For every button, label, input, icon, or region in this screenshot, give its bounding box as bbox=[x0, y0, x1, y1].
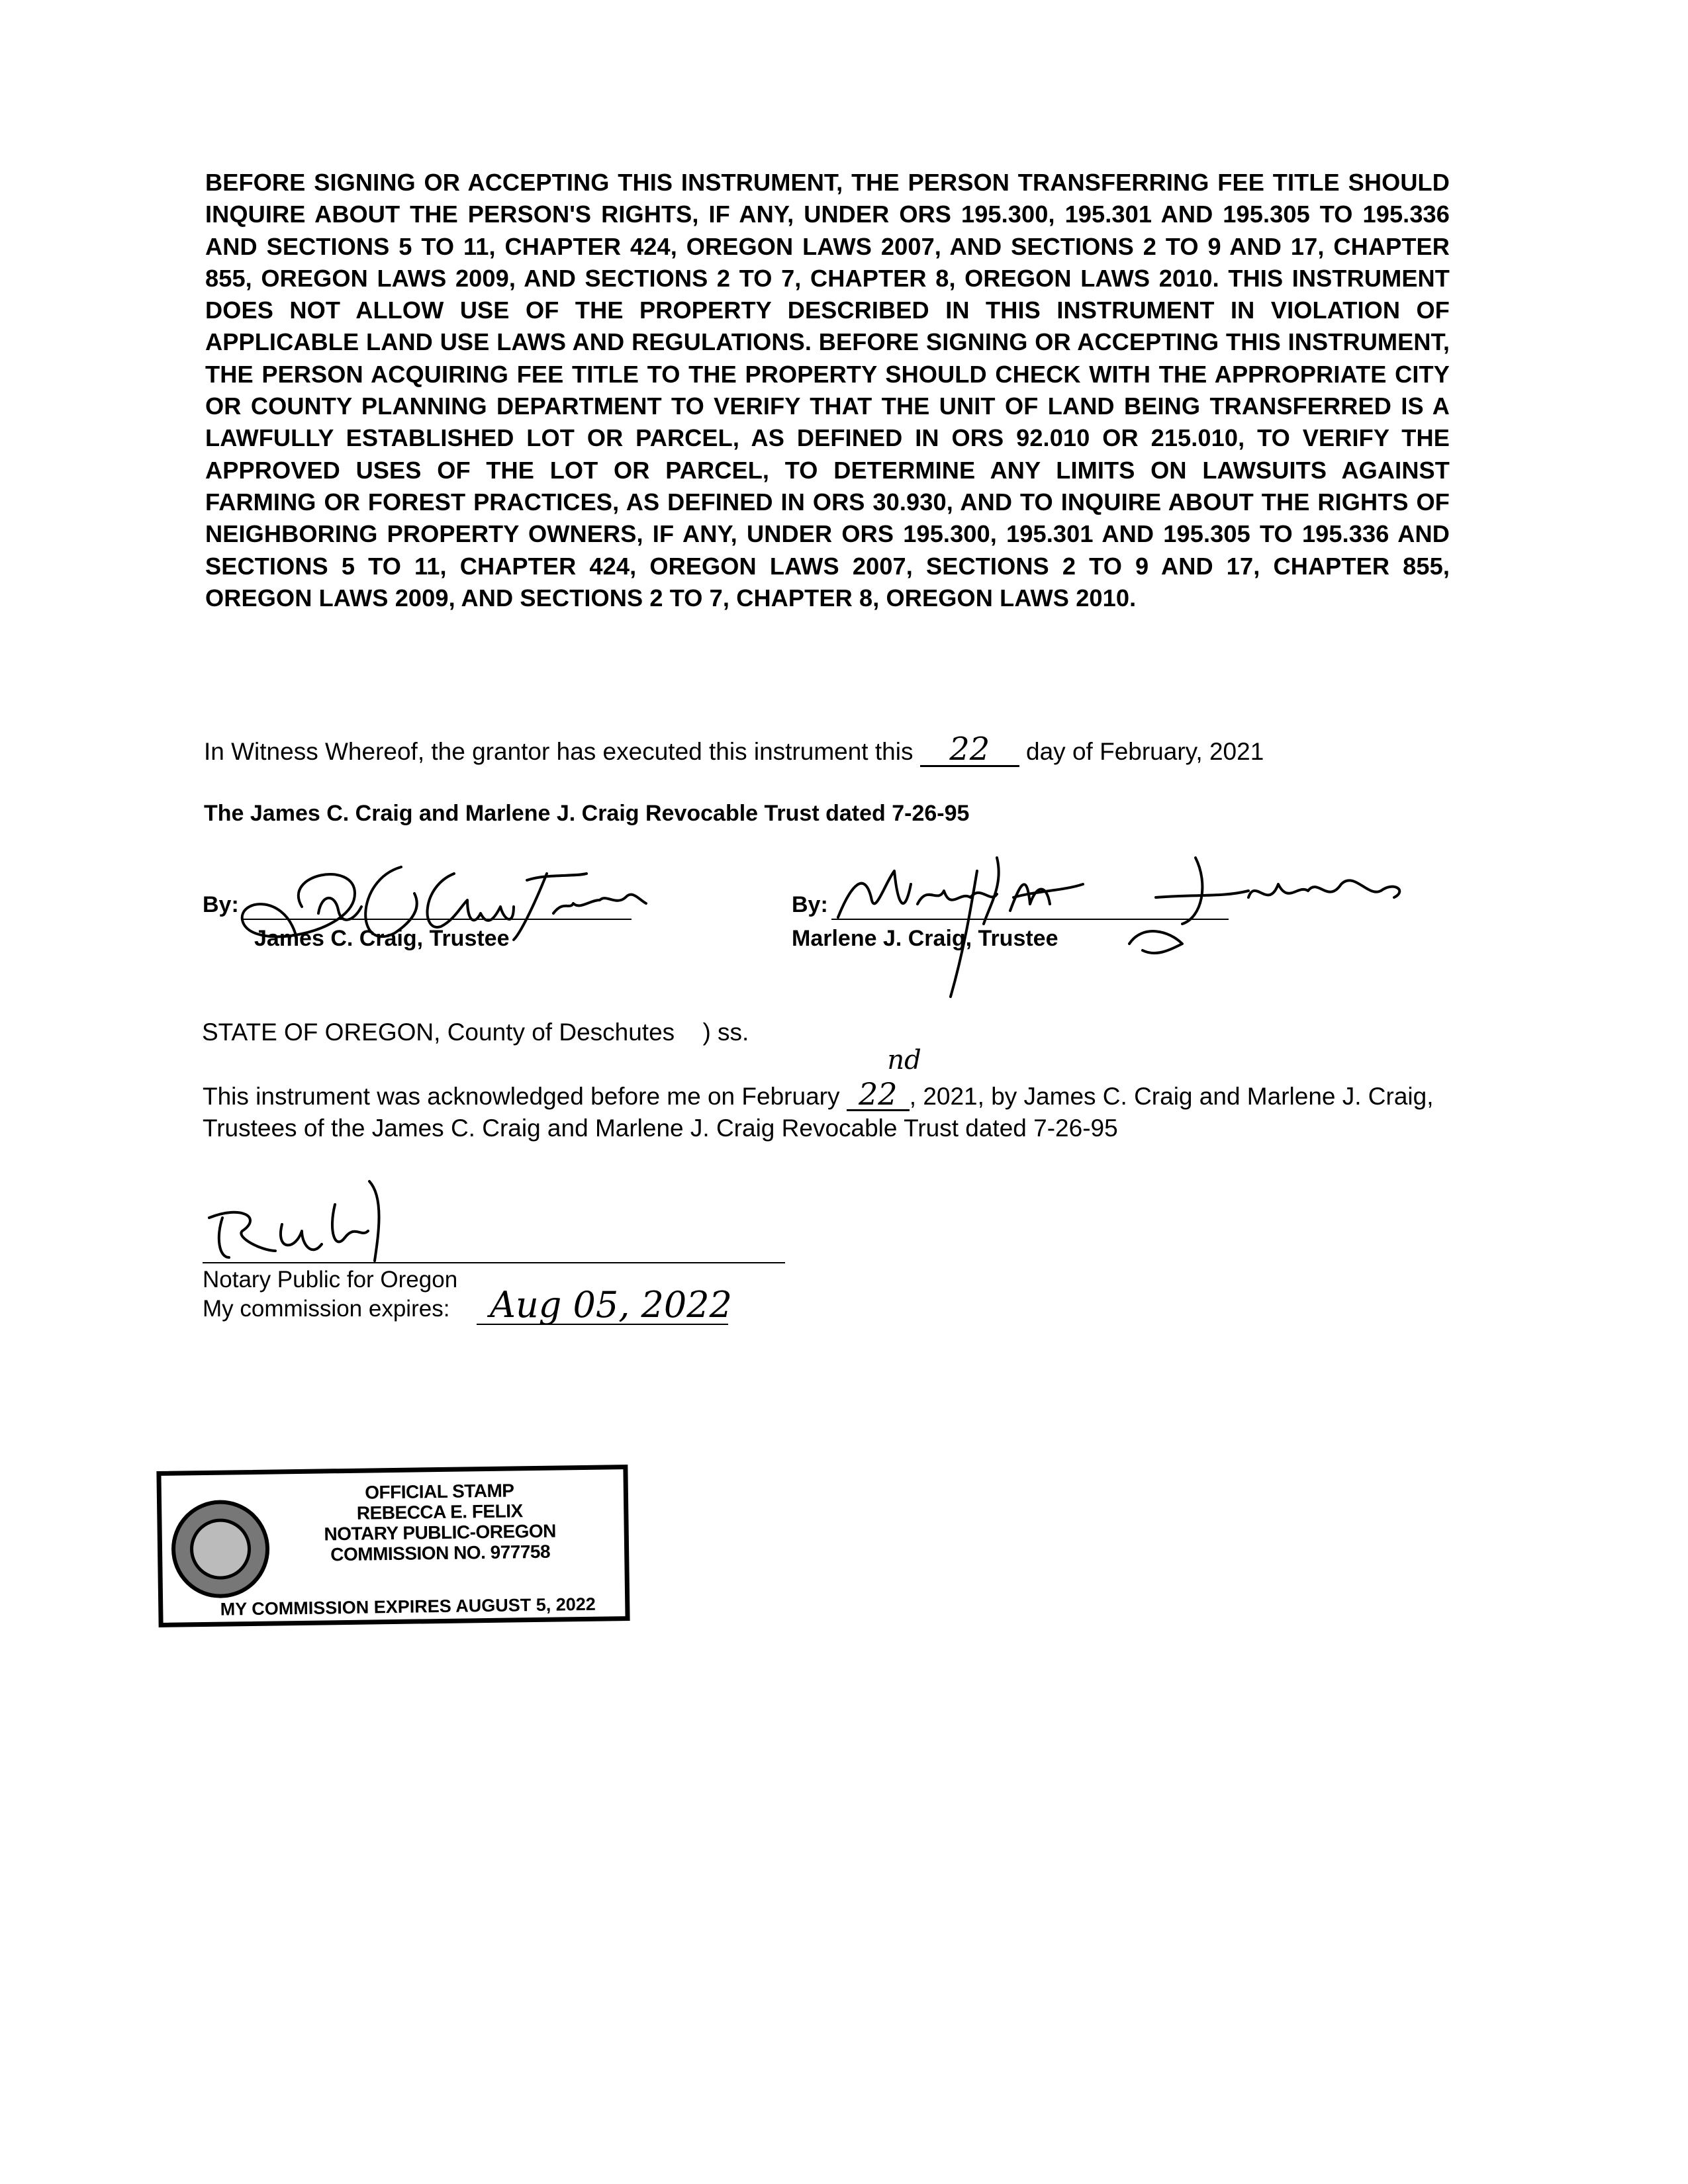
trust-name: The James C. Craig and Marlene J. Craig Revocable Trust dated 7-26-95 bbox=[204, 801, 970, 826]
state-county: STATE OF OREGON, County of Deschutes bbox=[202, 1019, 675, 1046]
signer-name: James C. Craig, Trustee bbox=[254, 926, 510, 951]
stamp-line-3: NOTARY PUBLIC-OREGON bbox=[324, 1520, 557, 1545]
by-label: By: bbox=[203, 892, 239, 917]
stamp-line-4: COMMISSION NO. 977758 bbox=[330, 1541, 551, 1565]
stamp-line-1: OFFICIAL STAMP bbox=[364, 1480, 514, 1503]
stamp-text bbox=[267, 1479, 613, 1565]
handwritten-signature-james bbox=[203, 854, 679, 960]
ack-day-field bbox=[847, 1045, 921, 1112]
ss-mark: ) ss. bbox=[702, 1019, 749, 1046]
acknowledgment-paragraph bbox=[203, 1045, 1447, 1144]
witness-prefix: In Witness Whereof, the grantor has executed this instrument this bbox=[204, 738, 914, 765]
notary-handwritten-signature bbox=[203, 1178, 401, 1264]
stamp-expiration: MY COMMISSION EXPIRES AUGUST 5, 2022 bbox=[220, 1594, 596, 1619]
witness-suffix: day of February, 2021 bbox=[1026, 738, 1264, 765]
notary-title: Notary Public for Oregon bbox=[203, 1267, 458, 1293]
handwritten-signature-marlene bbox=[785, 844, 1421, 1010]
signature-block-marlene bbox=[785, 844, 1421, 1010]
land-use-disclaimer: BEFORE SIGNING OR ACCEPTING THIS INSTRUMENT, THE PERSON TRANSFERRING FEE TITLE SHOULD INQUIRE ABOUT THE PERSON'S RIGHTS, IF ANY, UNDER ORS 195.300, 195.301 AND 195.305 TO 195.336 AND SECTIONS 5 TO 11, CHAPTER 424, OREGON LAWS 2007, AND SECTIONS 2 TO 9 AND 17, CHAPTER 855, OREGON LAWS 2009, AND SECTIONS 2 TO 7, CHAPTER 8, OREGON LAWS 2010. THIS INSTRUMENT DOES NOT ALLOW USE OF THE PROPERTY DESCRIBED IN THIS INSTRUMENT IN VIOLATION OF APPLICABLE LAND USE LAWS AND REGULATIONS. BEFORE SIGNING OR ACCEPTING THIS INSTRUMENT, THE PERSON ACQUIRING FEE TITLE TO THE PROPERTY SHOULD CHECK WITH THE APPROPRIATE CITY OR COUNTY PLANNING DEPARTMENT TO VERIFY THAT THE UNIT OF LAND BEING TRANSFERRED IS A LAWFULLY ESTABLISHED LOT OR PARCEL, AS DEFINED IN ORS 92.010 OR 215.010, TO VERIFY THE APPROVED USES OF THE LOT OR PARCEL, TO DETERMINE ANY LIMITS ON LAWSUITS AGAINST FARMING OR FOREST PRACTICES, AS DEFINED IN ORS 30.930, AND TO INQUIRE ABOUT THE RIGHTS OF NEIGHBORING PROPERTY OWNERS, IF ANY, UNDER ORS 195.300, 195.301 AND 195.305 TO 195.336 AND SECTIONS 5 TO 11, CHAPTER 424, OREGON LAWS 2007, SECTIONS 2 TO 9 AND 17, CHAPTER 855, OREGON LAWS 2009, AND SECTIONS 2 TO 7, CHAPTER 8, OREGON LAWS 2010. bbox=[205, 169, 1450, 612]
witness-clause bbox=[204, 733, 1395, 768]
signature-block-james bbox=[203, 854, 679, 960]
by-label: By: bbox=[792, 892, 828, 917]
venue-line bbox=[202, 1017, 749, 1048]
official-notary-stamp bbox=[156, 1465, 630, 1627]
commission-label: My commission expires: bbox=[203, 1296, 450, 1322]
ack-day-suffix: nd bbox=[887, 1045, 921, 1075]
ack-day: 22 bbox=[858, 1076, 898, 1112]
witness-day-field bbox=[920, 733, 1019, 767]
commission-date-field bbox=[477, 1284, 732, 1326]
commission-date: Aug 05, 2022 bbox=[490, 1284, 732, 1326]
signer-name: Marlene J. Craig, Trustee bbox=[792, 926, 1058, 951]
notary-block bbox=[199, 1178, 808, 1396]
ack-rest: , 2021, by James C. Craig and Marlene J. Craig, Trustees of the James C. Craig and Marlene J. Craig Revocable Trust dated 7-26-95 bbox=[203, 1083, 1434, 1142]
ack-prefix: This instrument was acknowledged before me on February bbox=[203, 1083, 840, 1110]
notary-signature-line bbox=[203, 1262, 785, 1263]
stamp-line-2: REBECCA E. FELIX bbox=[356, 1500, 523, 1524]
witness-day: 22 bbox=[949, 731, 990, 768]
state-seal-icon bbox=[171, 1500, 270, 1599]
